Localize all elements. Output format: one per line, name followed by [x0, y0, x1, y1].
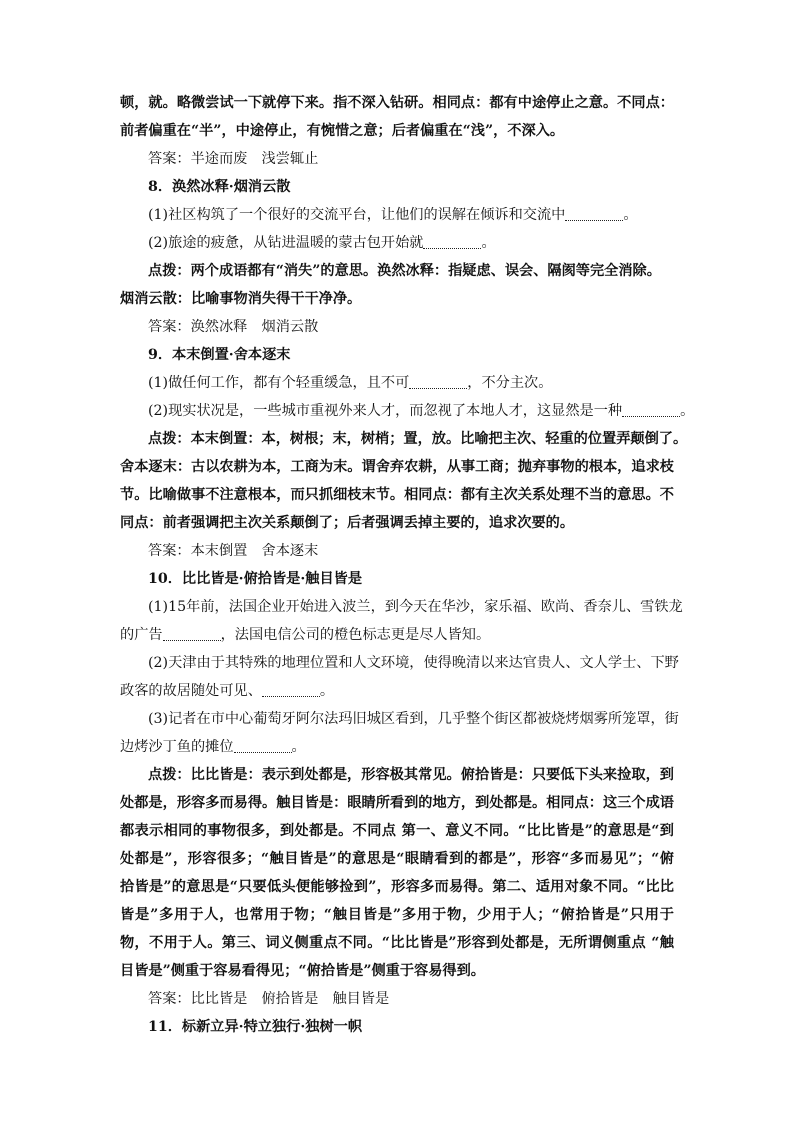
answer-blank	[565, 206, 623, 221]
answer-blank	[409, 374, 467, 389]
question-line	[120, 734, 306, 760]
question-line	[148, 230, 496, 256]
note-line: 拾皆是”的意思是“只要低头便能够捡到”，形容多而易得。第二、适用对象不同。“比比	[120, 879, 674, 895]
question-text: 的广告	[120, 627, 163, 643]
answer-blank	[262, 682, 320, 697]
text-line: 前者偏重在“半”，中途停止，有惋惜之意；后者偏重在“浅”，不深入。	[120, 123, 565, 139]
note-line: 处都是”，形容很多；“触目皆是”的意思是“眼睛看到的都是”，形容“多而易见”；“俯	[120, 851, 674, 867]
item-heading: 8．涣然冰释·烟消云散	[148, 179, 291, 195]
note-line: 目皆是”侧重于容易看得见；“俯拾皆是”侧重于容易得到。	[120, 963, 485, 979]
item-heading: 10．比比皆是·俯拾皆是·触目皆是	[148, 571, 363, 587]
answer-line: 答案：比比皆是 俯拾皆是 触目皆是	[148, 991, 390, 1007]
question-line	[148, 202, 638, 228]
question-text: 。	[680, 403, 695, 419]
answer-line: 答案：半途而废 浅尝辄止	[148, 151, 319, 167]
note-line: 物，不用于人。第三、词义侧重点不同。“比比皆是”形容到处都是，无所谓侧重点 “触	[120, 935, 674, 951]
question-line: (3)记者在市中心葡萄牙阿尔法玛旧城区看到，几乎整个街区都被烧烤烟雾所笼罩，街	[148, 711, 679, 727]
item-heading: 11．标新立异·特立独行·独树一帜	[148, 1019, 363, 1035]
answer-blank	[622, 402, 680, 417]
question-line: (2)天津由于其特殊的地理位置和人文环境，使得晚清以来达官贵人、文人学士、下野	[148, 655, 679, 671]
answer-blank	[423, 234, 481, 249]
note-line: 点拨：两个成语都有“消失”的意思。涣然冰释：指疑虑、误会、隔阂等完全消除。	[148, 263, 661, 279]
note-line: 点拨：比比皆是：表示到处都是，形容极其常见。俯拾皆是：只要低下头来捡取，到	[148, 767, 674, 783]
question-text: 。	[319, 683, 335, 699]
note-line: 同点：前者强调把主次关系颠倒了；后者强调丢掉主要的，追求次要的。	[120, 515, 575, 531]
note-line: 都表示相同的事物很多，到处都是。不同点 第一、意义不同。“比比皆是”的意思是“到	[120, 823, 674, 839]
question-text: 政客的故居随处可见、	[120, 683, 262, 699]
answer-blank	[234, 738, 292, 753]
note-line: 点拨：本末倒置：本，树根；末，树梢；置，放。比喻把主次、轻重的位置弄颠倒了。	[148, 431, 688, 447]
item-heading: 9．本末倒置·舍本逐末	[148, 347, 291, 363]
question-text: (2)现实状况是，一些城市重视外来人才，而忽视了本地人才，这显然是一种	[148, 403, 623, 419]
question-text: 。	[291, 739, 306, 755]
question-text: ，不分主次。	[467, 375, 553, 391]
answer-blank	[163, 626, 221, 641]
question-text: ，法国电信公司的橙色标志更是尽人皆知。	[220, 627, 491, 643]
question-line	[120, 678, 334, 704]
question-text: 边烤沙丁鱼的摊位	[120, 739, 234, 755]
text-line: 顿，就。略微尝试一下就停下来。指不深入钻研。相同点：都有中途停止之意。不同点：	[120, 95, 674, 111]
question-line	[148, 398, 694, 424]
note-line: 节。比喻做事不注意根本，而只抓细枝末节。相同点：都有主次关系处理不当的意思。不	[120, 487, 674, 503]
question-line: (1)15年前，法国企业开始进入波兰，到今天在华沙，家乐福、欧尚、香奈儿、雪铁龙	[148, 599, 683, 615]
note-line: 皆是”多用于人，也常用于物；“触目皆是”多用于物，少用于人；“俯拾皆是”只用于	[120, 907, 674, 923]
question-text: (1)做任何工作，都有个轻重缓急，且不可	[148, 375, 410, 391]
question-text: 。	[623, 207, 638, 223]
question-line	[148, 370, 552, 396]
question-text: (2)旅途的疲惫，从钻进温暖的蒙古包开始就	[148, 235, 424, 251]
question-text: (1)社区构筑了一个很好的交流平台，让他们的误解在倾诉和交流中	[148, 207, 566, 223]
question-text: 。	[481, 235, 496, 251]
answer-line: 答案：涣然冰释 烟消云散	[148, 319, 319, 335]
answer-line: 答案：本末倒置 舍本逐末	[148, 543, 319, 559]
note-line: 烟消云散：比喻事物消失得干干净净。	[120, 291, 362, 307]
note-line: 处都是，形容多而易得。触目皆是：眼睛所看到的地方，到处都是。相同点：这三个成语	[120, 795, 674, 811]
note-line: 舍本逐末：古以农耕为本，工商为末。谓舍弃农耕，从事工商；抛弃事物的根本，追求枝	[120, 459, 674, 475]
question-line	[120, 622, 490, 648]
